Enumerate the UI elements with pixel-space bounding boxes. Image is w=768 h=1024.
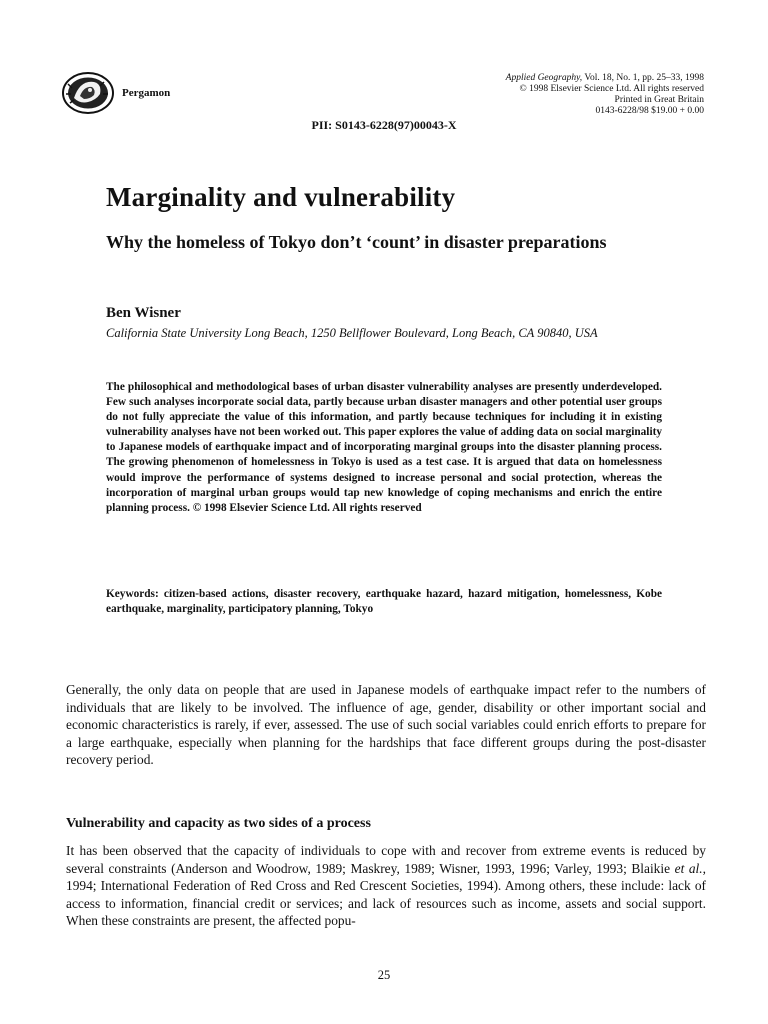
- article-subtitle: Why the homeless of Tokyo don’t ‘count’ in disaster preparations: [106, 232, 607, 252]
- page-number: 25: [377, 968, 391, 982]
- abstract: The philosophical and methodological bases of urban disaster vulnerability analyses are presently underdeveloped. Few such analyses incorporate social data, partly because urban disaster managers and other potential user groups do not fully appreciate the value of this information, and partly because techniques for including it in existing vulnerability analyses have not been worked out. This paper explores the value of adding data on social marginality to Japanese models of earthquake impact and of incorporating marginal groups into the disaster planning process. The growing phenomenon of homelessness in Tokyo is used as a test case. It is argued that data on homelessness would improve the performance of systems designed to increase personal and social protection, whereas the incorporation of marginal urban groups would tap new knowledge of coping mechanisms and enrich the entire planning process. © 1998 Elsevier Science Ltd. All rights reserved: [106, 381, 662, 514]
- section-heading: Vulnerability and capacity as two sides of a process: [66, 816, 371, 831]
- publisher-logo: [60, 70, 116, 116]
- journal-citation: Applied Geography, Vol. 18, No. 1, pp. 25–33, 1998: [505, 73, 704, 83]
- printed-line: Printed in Great Britain: [614, 95, 704, 105]
- author-affiliation: California State University Long Beach, 1250 Bellflower Boulevard, Long Beach, CA 90840, USA: [106, 326, 598, 340]
- publisher-name: Pergamon: [122, 87, 171, 99]
- issn-price-line: 0143-6228/98 $19.00 + 0.00: [595, 106, 704, 116]
- author-name: Ben Wisner: [106, 305, 181, 321]
- pii-identifier: PII: S0143-6228(97)00043-X: [311, 118, 457, 132]
- keywords: Keywords: citizen-based actions, disaster recovery, earthquake hazard, hazard mitigation, homelessness, Kobe earthquake, marginality, participatory planning, Tokyo: [106, 588, 662, 616]
- body-paragraph-1: Generally, the only data on people that are used in Japanese models of earthquake impact refer to the numbers of individuals that are likely to be involved. The influence of age, gender, disability or other important social and economic characteristics is rarely, if ever, assessed. The use of such social variables could enrich efforts to prepare for a large earthquake, especially when planning for the hardships that face different groups during the post-disaster recovery period.: [66, 682, 706, 768]
- article-title: Marginality and vulnerability: [106, 182, 456, 212]
- journal-info: [404, 73, 704, 117]
- body-paragraph-2: It has been observed that the capacity of individuals to cope with and recover from extreme events is reduced by several constraints (Anderson and Woodrow, 1989; Maskrey, 1989; Wisner, 1993, 1996; Varley, 1993; Blaikie et al., 1994; International Federation of Red Cross and Red Crescent Societies, 1994). Among others, these include: lack of access to information, financial credit or services; and lack of resources such as income, assets and social support. When these constraints are present, the affected popu-: [66, 843, 706, 929]
- copyright-line: © 1998 Elsevier Science Ltd. All rights reserved: [519, 84, 704, 94]
